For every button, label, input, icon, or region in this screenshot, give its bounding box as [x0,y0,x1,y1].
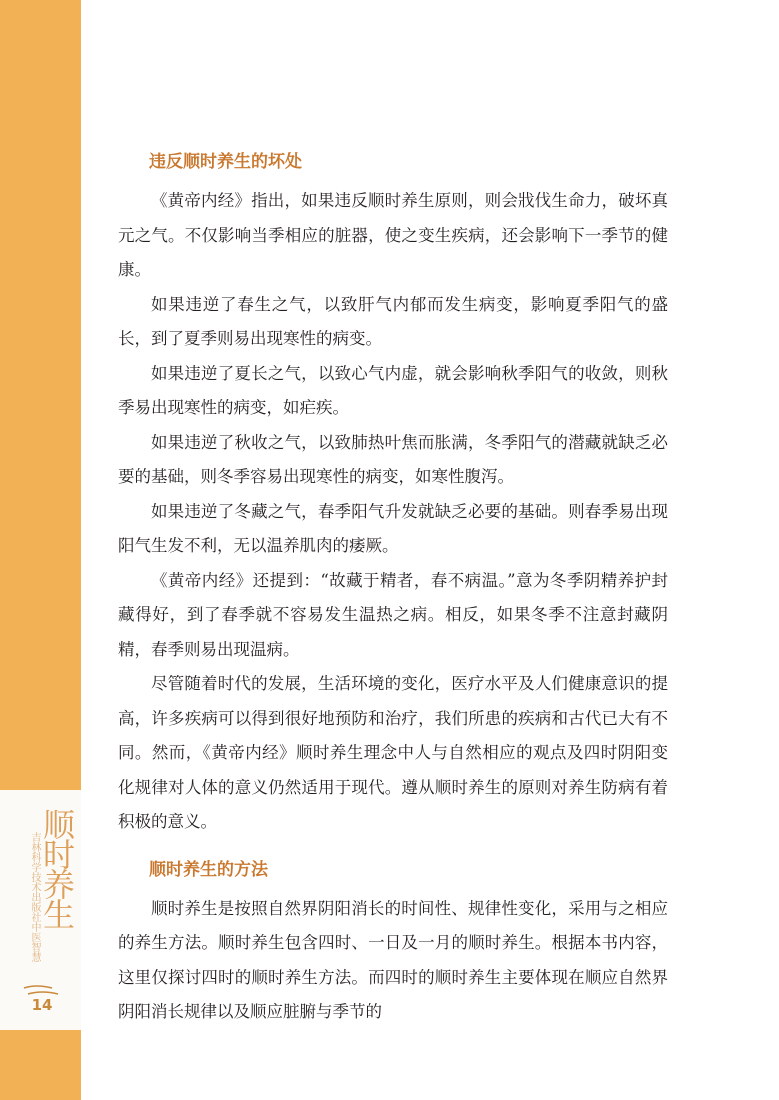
paragraph: 尽管随着时代的发展，生活环境的变化，医疗水平及人们健康意识的提高，许多疾病可以得到很好地预防和治疗，我们所患的疾病和古代已大有不同。然而，《黄帝内经》顺时养生理念中人与自然相应的观点及四时阴阳变化规律对人体的意义仍然适用于现代。遵从顺时养生的原则对养生防病有着积极的意义。 [118,674,668,831]
page-number: 14 [31,996,53,1014]
brand-subtitle: 吉林科学技术出版社中医智慧 [29,832,40,962]
section-heading: 违反顺时养生的坏处 [149,152,302,172]
paragraph: 如果违逆了秋收之气，以致肺热叶焦而胀满，冬季阳气的潜藏就缺乏必要的基础，则冬季容易出现寒性的病变，如寒性腹泻。 [118,432,668,486]
paragraph: 如果违逆了冬藏之气，春季阳气升发就缺乏必要的基础。则春季易出现阳气生发不利，无以温养肌肉的痿厥。 [118,501,668,555]
section-methods [118,858,668,1030]
paragraph: 如果违逆了夏长之气，以致心气内虚，就会影响秋季阳气的收敛，则秋季易出现寒性的病变，如疟疾。 [118,363,668,417]
paragraph: 《黄帝内经》还提到：“故藏于精者，春不病温。”意为冬季阴精养护封藏得好，到了春季就不容易发生温热之病。相反，如果冬季不注意封藏阴精，春季则易出现温病。 [118,570,668,659]
main-content [118,150,668,1030]
paragraph: 《黄帝内经》指出，如果违反顺时养生原则，则会戕伐生命力，破坏真元之气。不仅影响当季相应的脏器，使之变生疾病，还会影响下一季节的健康。 [118,191,668,279]
paragraph: 如果违逆了春生之气，以致肝气内郁而发生病变，影响夏季阳气的盛长，到了夏季则易出现寒性的病变。 [118,294,668,348]
brand-title: 顺时养生 [38,808,76,928]
section-heading: 顺时养生的方法 [149,859,268,880]
section-harms [118,150,668,840]
paragraph: 顺时养生是按照自然界阴阳消长的时间性、规律性变化，采用与之相应的养生方法。顺时养生包含四时、一日及一月的顺时养生。根据本书内容，这里仅探讨四时的顺时养生方法。而四时的顺时养生主要体现在顺应自然界阴阳消长规律以及顺应脏腑与季节的 [118,898,668,1021]
